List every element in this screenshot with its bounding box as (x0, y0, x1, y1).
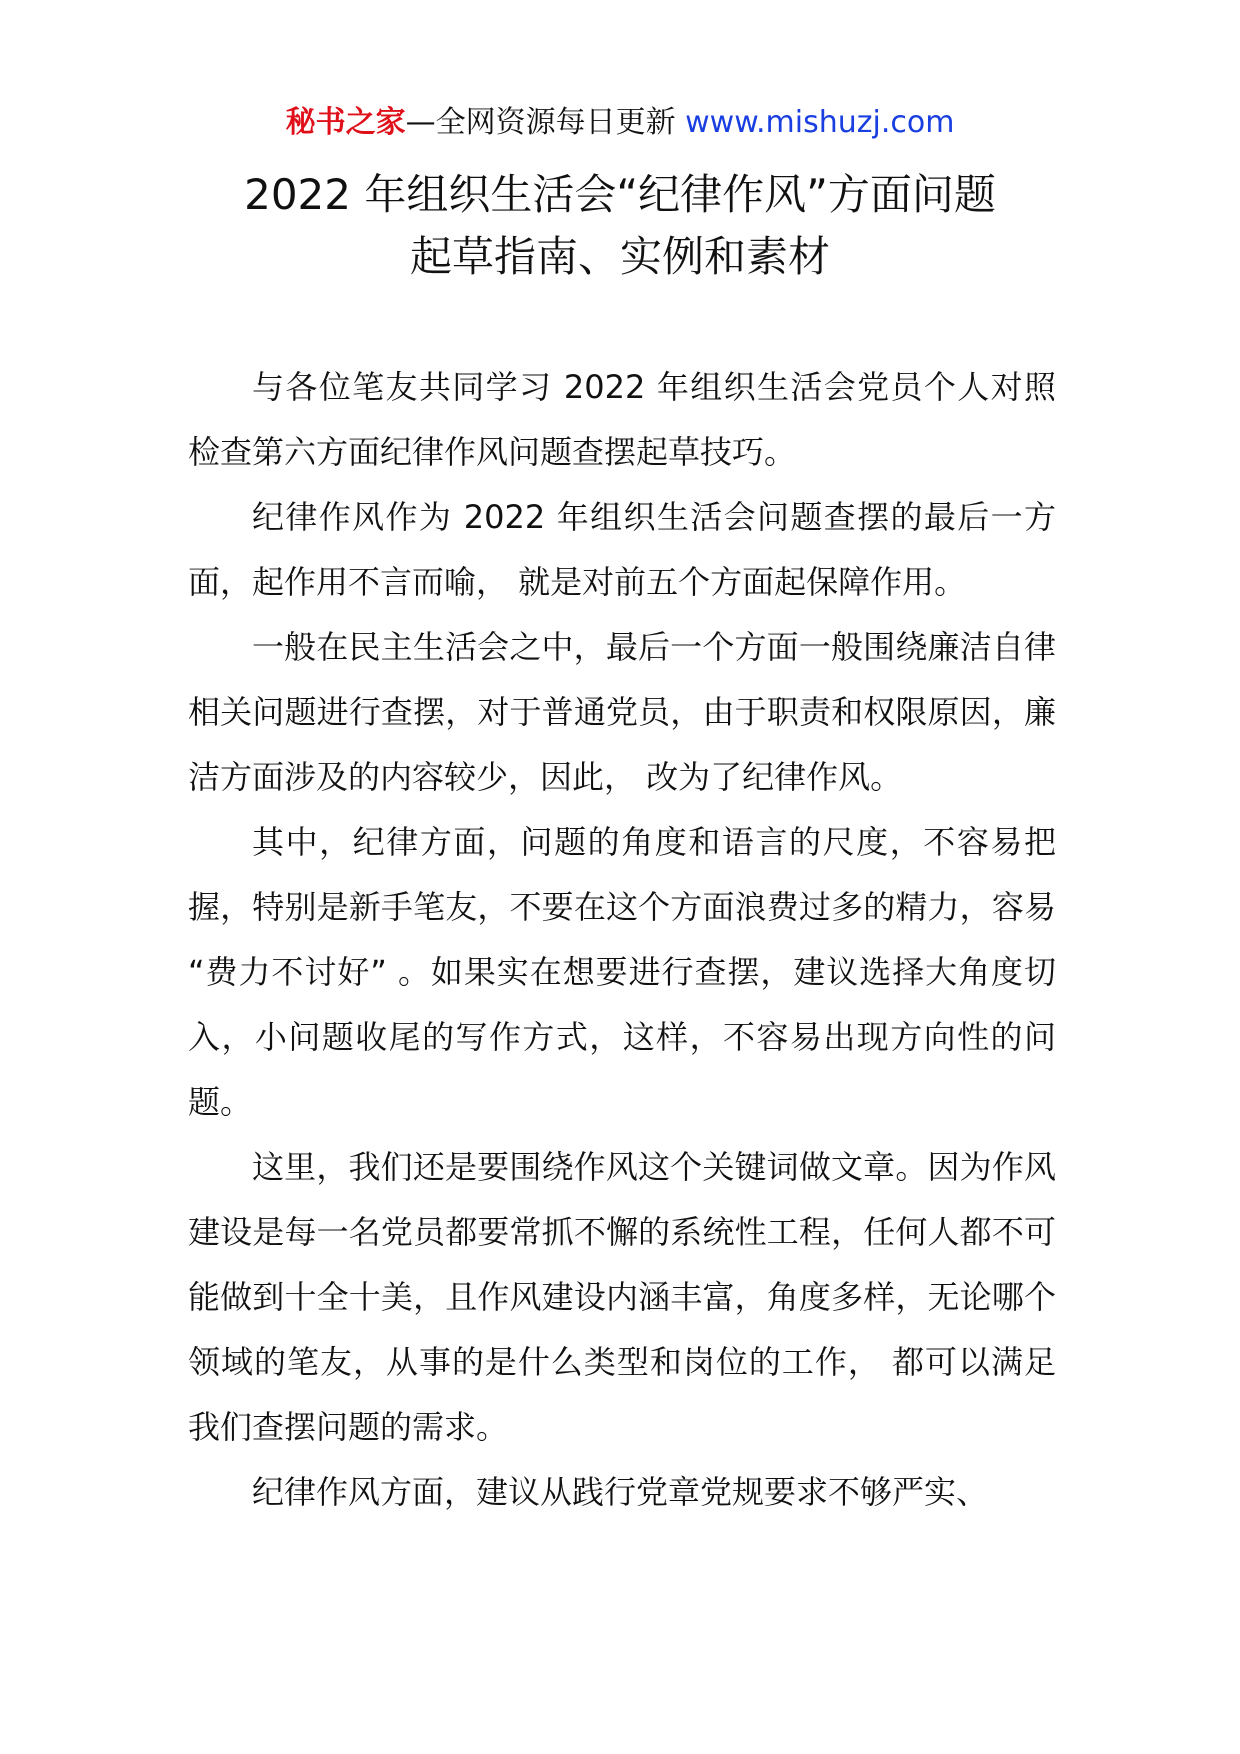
site-url-link[interactable]: www.mishuzj.com (685, 105, 955, 140)
paragraph-3: 一般在民主生活会之中，最后一个方面一般围绕廉洁自律相关问题进行查摆，对于普通党员，由于职责和权限原因，廉洁方面涉及的内容较少，因此， 改为了纪律作风。 (188, 628, 1056, 796)
paragraph-2: 纪律作风作为 2022 年组织生活会问题查摆的最后一方面，起作用不言而喻， 就是对前五个方面起保障作用。 (188, 498, 1056, 601)
site-tagline: —全网资源每日更新 (405, 105, 686, 140)
document-title-line-1: 2022 年组织生活会“纪律作风”方面问题 (244, 170, 996, 219)
document-body (188, 355, 1056, 1525)
paragraph-6: 纪律作风方面，建议从践行党章党规要求不够严实、 (252, 1473, 989, 1511)
document-title (0, 164, 1240, 288)
paragraph-1: 与各位笔友共同学习 2022 年组织生活会党员个人对照检查第六方面纪律作风问题查摆起草技巧。 (188, 368, 1056, 471)
paragraph-4: 其中，纪律方面，问题的角度和语言的尺度，不容易把握，特别是新手笔友，不要在这个方面浪费过多的精力，容易 “费力不讨好” 。如果实在想要进行查摆，建议选择大角度切入，小问题收尾的写作方式，这样，不容易出现方向性的问题。 (188, 823, 1056, 1121)
paragraph-5: 这里，我们还是要围绕作风这个关键词做文章。因为作风建设是每一名党员都要常抓不懈的系统性工程，任何人都不可能做到十全十美，且作风建设内涵丰富，角度多样，无论哪个领域的笔友，从事的是什么类型和岗位的工作， 都可以满足我们查摆问题的需求。 (188, 1148, 1056, 1446)
site-header (0, 103, 1240, 143)
site-brand: 秘书之家 (285, 105, 406, 140)
document-title-line-2: 起草指南、实例和素材 (409, 232, 830, 281)
